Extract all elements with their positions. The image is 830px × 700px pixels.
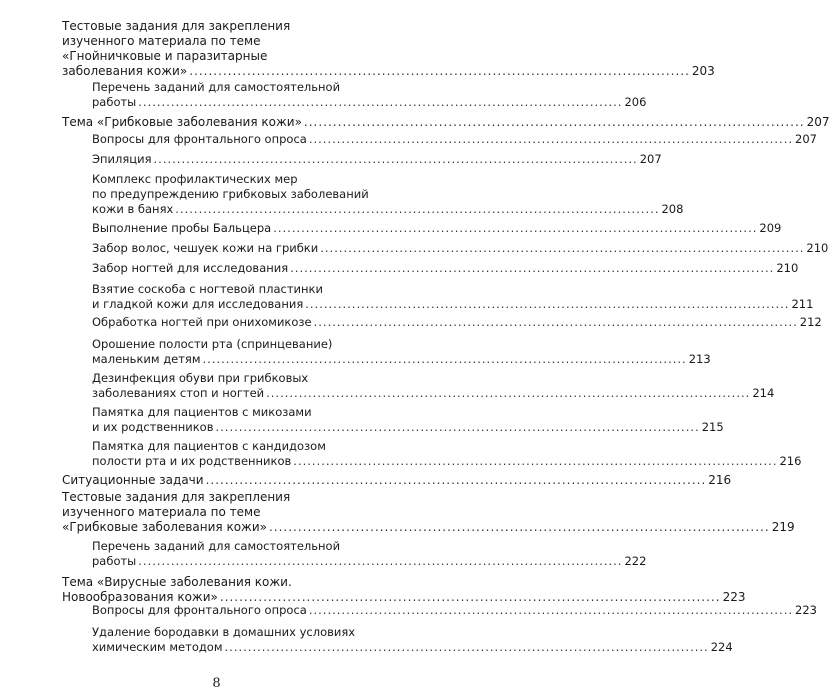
toc-page-number: 216 — [708, 473, 732, 487]
toc-entry-line: «Гнойничковые и паразитарные — [62, 49, 268, 63]
toc-page-number: 215 — [701, 420, 724, 434]
leader-dots: ........................................................................................................ — [308, 603, 794, 617]
toc-entry-line: Вопросы для фронтального опроса — [92, 132, 307, 146]
leader-dots: ........................................................................................................ — [268, 520, 770, 534]
leader-dots: ........................................................................................................ — [215, 420, 700, 434]
leader-dots: ........................................................................................................ — [138, 95, 623, 109]
toc-entry — [62, 115, 830, 130]
toc-page-number: 209 — [759, 221, 782, 235]
toc-entry — [92, 337, 711, 367]
toc-entry-line: Вопросы для фронтального опроса — [92, 603, 307, 617]
leader-dots: ........................................................................................................ — [189, 64, 690, 78]
toc-page-number: 224 — [710, 640, 733, 654]
toc-entry-line: Тема «Грибковые заболевания кожи» — [62, 115, 302, 129]
leader-dots: ........................................................................................................ — [303, 115, 805, 129]
toc-entry-line: Памятка для пациентов с микозами — [92, 405, 312, 419]
toc-page-number: 206 — [624, 95, 647, 109]
toc-entry-line: химическим методом — [92, 640, 223, 654]
toc-entry-line: заболевания кожи» — [62, 64, 188, 78]
toc-entry-line: Комплекс профилактических мер — [92, 172, 298, 186]
toc-entry-line: Эпиляция — [92, 152, 152, 166]
toc-entry — [62, 490, 795, 535]
toc-entry — [92, 315, 822, 330]
toc-entry-line: кожи в банях — [92, 202, 174, 216]
leader-dots: ........................................................................................................ — [138, 554, 623, 568]
toc-entry-line: Забор ногтей для исследования — [92, 261, 289, 275]
toc-entry — [92, 241, 829, 256]
toc-entry-line: Взятие соскоба с ногтевой пластинки — [92, 282, 323, 296]
toc-entry — [92, 80, 647, 110]
toc-page-number: 210 — [776, 261, 799, 275]
toc-entry — [92, 371, 775, 401]
toc-page-number: 207 — [795, 132, 817, 146]
toc-entry-line: Орошение полости рта (спринцевание) — [92, 337, 333, 351]
toc-page-number: 212 — [799, 315, 822, 329]
toc-entry-line: и их родственников — [92, 420, 214, 434]
leader-dots: ........................................................................................................ — [175, 202, 660, 216]
leader-dots: ........................................................................................................ — [293, 454, 778, 468]
toc-entry-line: изученного материала по теме — [62, 34, 261, 48]
toc-entry-line: Ситуационные задачи — [62, 473, 204, 487]
toc-page-number: 222 — [624, 554, 647, 568]
toc-page-number: 213 — [688, 352, 711, 366]
toc-entry-line: Выполнение пробы Бальцера — [92, 221, 272, 235]
toc-entry — [92, 172, 684, 217]
leader-dots: ........................................................................................................ — [205, 473, 707, 487]
toc-page-number: 223 — [795, 603, 817, 617]
toc-entry-line: Забор волос, чешуек кожи на грибки — [92, 241, 319, 255]
leader-dots: ........................................................................................................ — [308, 132, 794, 146]
toc-entry — [92, 539, 647, 569]
toc-entry-line: Перечень заданий для самостоятельной — [92, 80, 341, 94]
toc-page-number: 203 — [691, 64, 715, 78]
leader-dots: ........................................................................................................ — [202, 352, 687, 366]
toc-entry-line: маленьким детям — [92, 352, 201, 366]
toc-entry-line: «Грибковые заболевания кожи» — [62, 520, 267, 534]
leader-dots: ........................................................................................................ — [224, 640, 709, 654]
leader-dots: ........................................................................................................ — [266, 386, 751, 400]
leader-dots: ........................................................................................................ — [305, 297, 790, 311]
toc-entry-line: Тестовые задания для закрепления — [62, 490, 291, 504]
leader-dots: ........................................................................................................ — [290, 261, 775, 275]
toc-entry — [92, 132, 817, 147]
toc-entry — [92, 282, 814, 312]
toc-page-number: 216 — [779, 454, 802, 468]
toc-entry — [62, 473, 732, 488]
toc-entry — [92, 221, 782, 236]
toc-entry-line: Тема «Вирусные заболевания кожи. — [62, 575, 292, 589]
toc-page-number: 214 — [752, 386, 775, 400]
toc-entry-line: работы — [92, 554, 137, 568]
toc-entry — [92, 439, 802, 469]
leader-dots: ........................................................................................................ — [273, 221, 758, 235]
toc-entry-line: Перечень заданий для самостоятельной — [92, 539, 341, 553]
toc-entry-line: работы — [92, 95, 137, 109]
toc-entry — [92, 405, 724, 435]
toc-entry — [92, 625, 733, 655]
toc-page-number: 208 — [661, 202, 684, 216]
toc-page-number: 211 — [791, 297, 814, 311]
toc-entry — [92, 152, 662, 167]
leader-dots: ........................................................................................................ — [313, 315, 798, 329]
toc-entry — [92, 261, 799, 276]
toc-entry-line: полости рта и их родственников — [92, 454, 292, 468]
toc-page-number: 210 — [806, 241, 829, 255]
toc-entry-line: Новообразования кожи» — [62, 590, 218, 604]
toc-entry-line: заболеваниях стоп и ногтей — [92, 386, 265, 400]
toc-entry-line: Памятка для пациентов с кандидозом — [92, 439, 326, 453]
leader-dots: ........................................................................................................ — [219, 590, 721, 604]
toc-page-number: 219 — [771, 520, 795, 534]
toc-page-number: 207 — [806, 115, 830, 129]
leader-dots: ........................................................................................................ — [320, 241, 805, 255]
toc-page-number: 223 — [722, 590, 746, 604]
toc-entry-line: Дезинфекция обуви при грибковых — [92, 371, 309, 385]
leader-dots: ........................................................................................................ — [153, 152, 638, 166]
toc-entry-line: и гладкой кожи для исследования — [92, 297, 304, 311]
page-number: 8 — [212, 676, 221, 691]
toc-entry — [62, 575, 746, 605]
toc-entry-line: Обработка ногтей при онихомикозе — [92, 315, 312, 329]
toc-entry — [62, 19, 715, 79]
toc-entry-line: по предупреждению грибковых заболеваний — [92, 187, 369, 201]
toc-entry-line: изученного материала по теме — [62, 505, 261, 519]
toc-entry-line: Удаление бородавки в домашних условиях — [92, 625, 356, 639]
toc-entry-line: Тестовые задания для закрепления — [62, 19, 291, 33]
toc-entry — [92, 603, 817, 618]
toc-page-number: 207 — [639, 152, 662, 166]
